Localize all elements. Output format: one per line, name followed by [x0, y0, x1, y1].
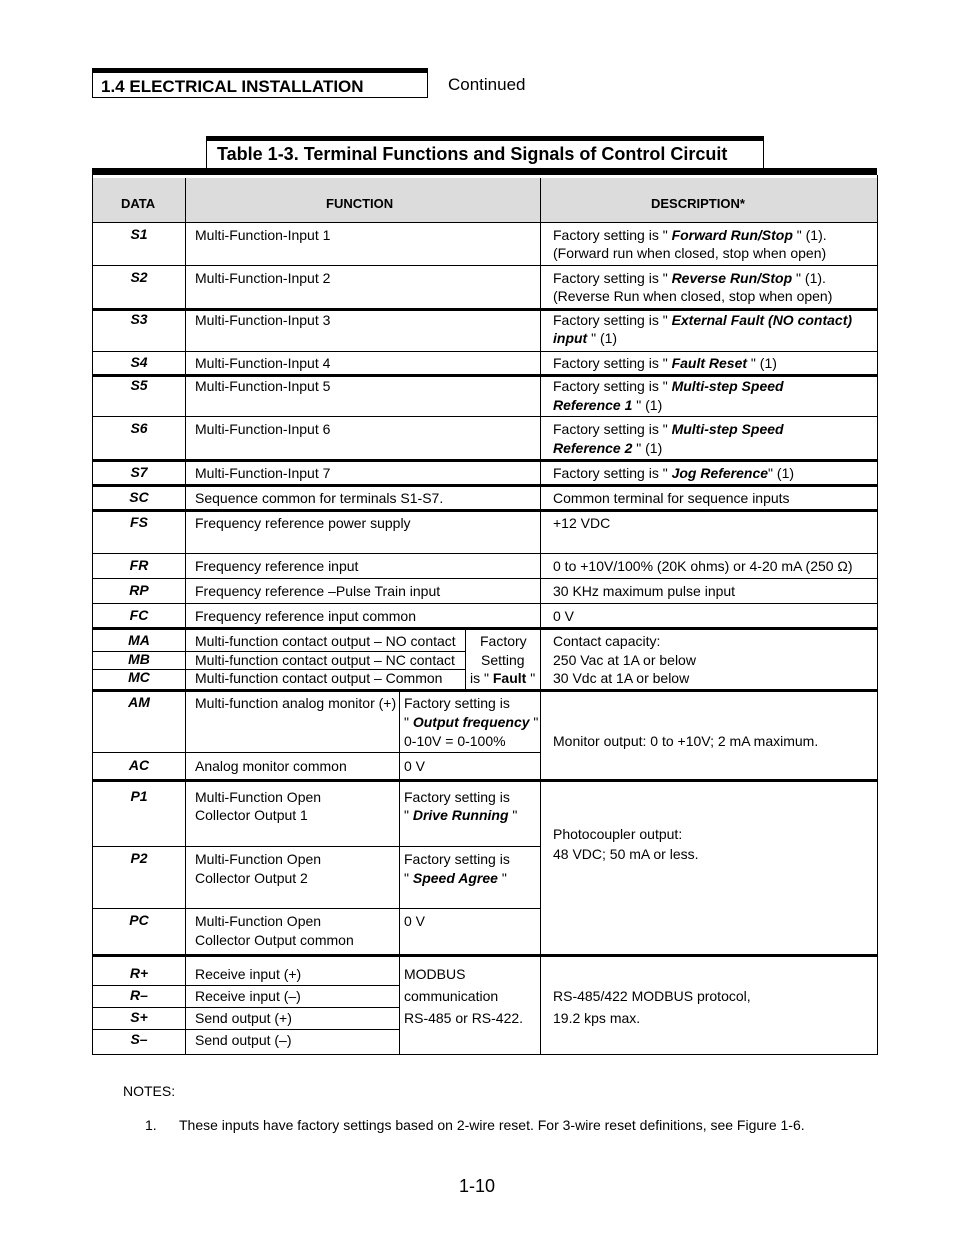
- desc-fs: +12 VDC: [553, 515, 611, 531]
- key-p1: P1: [130, 788, 148, 804]
- am-setting-3: 0-10V = 0-100%: [404, 733, 506, 749]
- desc-s6: Factory setting is " Multi-step Speed: [553, 421, 784, 437]
- key-fs: FS: [130, 514, 148, 530]
- desc-s2-line2: (Reverse Run when closed, stop when open): [553, 288, 833, 304]
- key-mb: MB: [128, 651, 150, 667]
- row-line: [93, 553, 877, 554]
- func-s5: Multi-Function-Input 5: [195, 378, 331, 394]
- desc-contact-3: 30 Vdc at 1A or below: [553, 670, 690, 686]
- row-line: [93, 846, 540, 847]
- key-ac: AC: [128, 757, 150, 773]
- func-pc-line1: Multi-Function Open: [195, 913, 322, 929]
- key-s-plus: S+: [130, 1009, 148, 1025]
- key-pc: PC: [129, 912, 149, 928]
- desc-contact-2: 250 Vac at 1A or below: [553, 652, 696, 668]
- note-1-text: These inputs have factory settings based on 2-wire reset. For 3-wire reset definitions, see Figure 1-6.: [179, 1117, 805, 1133]
- continued-label: Continued: [448, 75, 526, 94]
- func-s6: Multi-Function-Input 6: [195, 421, 331, 437]
- row-line: [93, 578, 877, 579]
- func-fr: Frequency reference input: [195, 558, 359, 574]
- key-sc: SC: [129, 489, 149, 505]
- key-fr: FR: [129, 557, 149, 573]
- row-line: [93, 484, 877, 487]
- func-r-plus: Receive input (+): [195, 966, 302, 982]
- func-s4: Multi-Function-Input 4: [195, 355, 331, 371]
- row-line: [93, 603, 877, 604]
- desc-s1: Factory setting is " Forward Run/Stop " (1).: [553, 227, 827, 243]
- func-p1-line1: Multi-Function Open: [195, 789, 322, 805]
- modbus-setting-1: MODBUS: [404, 966, 466, 982]
- row-line: [93, 627, 877, 630]
- key-s6: S6: [130, 420, 148, 436]
- p1-setting-1: Factory setting is: [404, 789, 510, 805]
- p2-setting-1: Factory setting is: [404, 851, 510, 867]
- header-function: FUNCTION: [326, 196, 394, 211]
- desc-s4: Factory setting is " Fault Reset " (1): [553, 355, 777, 371]
- desc-photocoupler-1: Photocoupler output:: [553, 826, 683, 842]
- p1-setting-2: " Drive Running ": [404, 807, 518, 823]
- key-s7: S7: [130, 464, 148, 480]
- table-top-bar: [92, 168, 877, 175]
- row-line: [93, 954, 877, 957]
- key-s3: S3: [130, 311, 148, 327]
- modbus-setting-3: RS-485 or RS-422.: [404, 1010, 524, 1026]
- ac-setting: 0 V: [404, 758, 426, 774]
- key-am: AM: [128, 694, 150, 710]
- func-s2: Multi-Function-Input 2: [195, 270, 331, 286]
- desc-modbus-1: RS-485/422 MODBUS protocol,: [553, 988, 751, 1004]
- desc-s7: Factory setting is " Jog Reference" (1): [553, 465, 795, 481]
- table-title: Table 1-3. Terminal Functions and Signals of Control Circuit: [217, 144, 728, 164]
- func-pc-line2: Collector Output common: [195, 932, 354, 948]
- desc-s1-line2: (Forward run when closed, stop when open): [553, 245, 827, 261]
- func-fs: Frequency reference power supply: [195, 515, 411, 531]
- col-divider-contact: [465, 629, 466, 689]
- desc-contact-1: Contact capacity:: [553, 633, 661, 649]
- func-s3: Multi-Function-Input 3: [195, 312, 331, 328]
- func-ma: Multi-function contact output – NO contact: [195, 633, 456, 649]
- row-line: [93, 509, 877, 512]
- row-line: [93, 689, 877, 692]
- func-fc: Frequency reference input common: [195, 608, 416, 624]
- contact-setting-1: Factory: [480, 633, 527, 649]
- row-line: [93, 351, 877, 352]
- func-r-minus: Receive input (–): [195, 988, 301, 1004]
- func-rp: Frequency reference –Pulse Train input: [195, 583, 441, 599]
- key-s4: S4: [130, 354, 148, 370]
- key-r-minus: R–: [130, 987, 148, 1003]
- key-s1: S1: [130, 226, 148, 242]
- contact-setting-3: is " Fault ": [470, 670, 536, 686]
- key-rp: RP: [129, 582, 149, 598]
- func-mc: Multi-function contact output – Common: [195, 670, 443, 686]
- desc-s3: Factory setting is " External Fault (NO contact): [553, 312, 853, 328]
- desc-photocoupler-2: 48 VDC; 50 mA or less.: [553, 846, 699, 862]
- row-line: [93, 1029, 400, 1030]
- key-fc: FC: [129, 607, 149, 623]
- func-ac: Analog monitor common: [195, 758, 347, 774]
- pc-setting: 0 V: [404, 913, 426, 929]
- header-description: DESCRIPTION*: [651, 196, 745, 211]
- func-p2-line2: Collector Output 2: [195, 870, 308, 886]
- desc-modbus-2: 19.2 kps max.: [553, 1010, 641, 1026]
- notes-heading: NOTES:: [123, 1083, 176, 1099]
- func-s-minus: Send output (–): [195, 1032, 292, 1048]
- row-line: [93, 985, 400, 986]
- desc-s3-line2: input " (1): [553, 330, 618, 346]
- row-line: [93, 1007, 400, 1008]
- func-p1-line2: Collector Output 1: [195, 807, 308, 823]
- func-s1: Multi-Function-Input 1: [195, 227, 331, 243]
- func-mb: Multi-function contact output – NC contact: [195, 652, 455, 668]
- row-line: [93, 416, 877, 417]
- key-p2: P2: [130, 850, 148, 866]
- key-mc: MC: [128, 669, 150, 685]
- section-title: 1.4 ELECTRICAL INSTALLATION: [101, 77, 364, 96]
- contact-setting-2: Setting: [481, 652, 525, 668]
- note-1-number: 1.: [145, 1117, 157, 1133]
- desc-fc: 0 V: [553, 608, 575, 624]
- desc-fr: 0 to +10V/100% (20K ohms) or 4-20 mA (250 Ω): [553, 558, 853, 574]
- func-s7: Multi-Function-Input 7: [195, 465, 331, 481]
- p2-setting-2: " Speed Agree ": [404, 870, 507, 886]
- key-r-plus: R+: [129, 965, 149, 981]
- row-line: [93, 779, 877, 782]
- page-number: 1-10: [459, 1176, 496, 1196]
- key-s-minus: S–: [130, 1031, 148, 1047]
- key-ma: MA: [128, 632, 150, 648]
- func-s-plus: Send output (+): [195, 1010, 292, 1026]
- key-s5: S5: [130, 377, 148, 393]
- table-header-row: [93, 178, 877, 222]
- row-line: [93, 459, 877, 462]
- modbus-setting-2: communication: [404, 988, 499, 1004]
- desc-s2: Factory setting is " Reverse Run/Stop " (1).: [553, 270, 826, 286]
- am-setting-2: " Output frequency ": [404, 714, 539, 730]
- am-setting-1: Factory setting is: [404, 695, 510, 711]
- row-line: [93, 222, 877, 223]
- row-line: [93, 265, 877, 266]
- desc-s5-line2: Reference 1 " (1): [553, 397, 663, 413]
- col-divider-settings: [399, 691, 400, 1055]
- func-p2-line1: Multi-Function Open: [195, 851, 322, 867]
- func-am: Multi-function analog monitor (+): [195, 695, 397, 711]
- desc-rp: 30 KHz maximum pulse input: [553, 583, 736, 599]
- row-line: [93, 908, 540, 909]
- row-line: [93, 752, 540, 753]
- desc-s5: Factory setting is " Multi-step Speed: [553, 378, 784, 394]
- desc-analog: Monitor output: 0 to +10V; 2 mA maximum.: [553, 733, 819, 749]
- key-s2: S2: [130, 269, 148, 285]
- desc-s6-line2: Reference 2 " (1): [553, 440, 663, 456]
- header-data: DATA: [121, 196, 156, 211]
- func-sc: Sequence common for terminals S1-S7.: [195, 490, 444, 506]
- desc-sc: Common terminal for sequence inputs: [553, 490, 790, 506]
